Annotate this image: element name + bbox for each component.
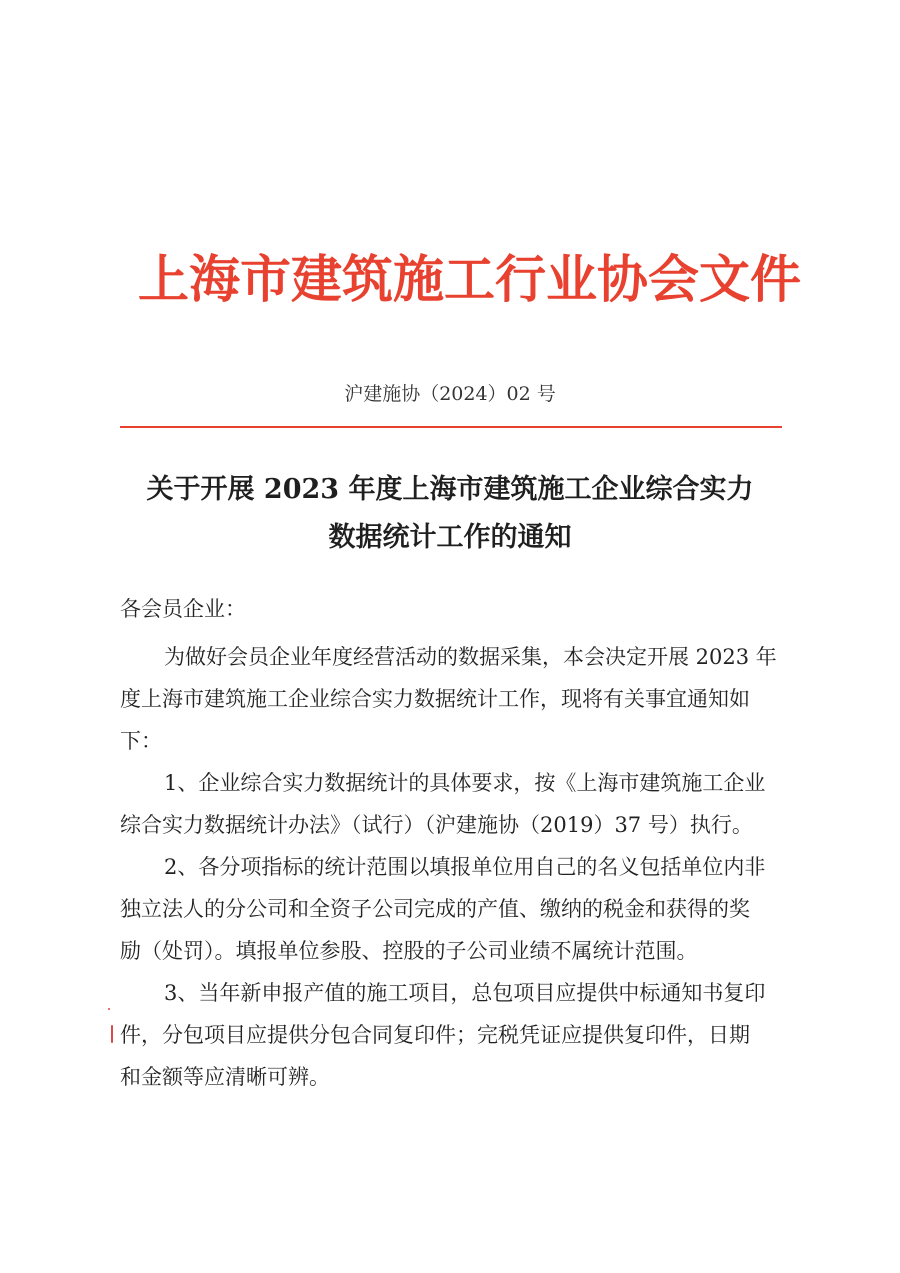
salutation: 各会员企业：	[120, 597, 246, 621]
paragraph-line: 为做好会员企业年度经营活动的数据采集，本会决定开展 2023 年	[164, 645, 777, 669]
notice-title-line-2: 数据统计工作的通知	[328, 522, 572, 553]
paragraph-line: 和金额等应清晰可辨。	[120, 1065, 330, 1089]
paragraph-line: 度上海市建筑施工企业综合实力数据统计工作，现将有关事宜通知如	[120, 687, 750, 711]
paragraph-line: 励（处罚）。填报单位参股、控股的子公司业绩不属统计范围。	[120, 939, 698, 963]
notice-body	[120, 588, 810, 1098]
document-number: 沪建施协（2024）02 号	[344, 383, 556, 405]
paragraph-line: 件，分包项目应提供分包合同复印件；完税凭证应提供复印件，日期	[120, 1023, 750, 1047]
org-header-title: 上海市建筑施工行业协会文件	[138, 250, 802, 310]
paragraph-line: 独立法人的分公司和全资子公司完成的产值、缴纳的税金和获得的奖	[120, 897, 750, 921]
intro-paragraph	[120, 636, 810, 762]
scan-speck	[108, 1008, 110, 1010]
paragraph-line: 3、当年新申报产值的施工项目，总包项目应提供中标通知书复印	[164, 981, 766, 1005]
paragraph-line: 2、各分项指标的统计范围以填报单位用自己的名义包括单位内非	[164, 855, 766, 879]
item-1-paragraph	[120, 762, 810, 846]
scan-speck	[111, 1025, 113, 1043]
notice-title	[100, 466, 800, 562]
header-divider	[120, 426, 782, 428]
item-3-paragraph	[120, 972, 810, 1098]
paragraph-line: 1、企业综合实力数据统计的具体要求，按《上海市建筑施工企业	[164, 771, 766, 795]
paragraph-line: 下：	[120, 729, 162, 753]
item-2-paragraph	[120, 846, 810, 972]
notice-title-line-1: 关于开展 2023 年度上海市建筑施工企业综合实力	[146, 474, 754, 505]
paragraph-line: 综合实力数据统计办法》（试行）（沪建施协（2019）37 号）执行。	[120, 813, 753, 837]
